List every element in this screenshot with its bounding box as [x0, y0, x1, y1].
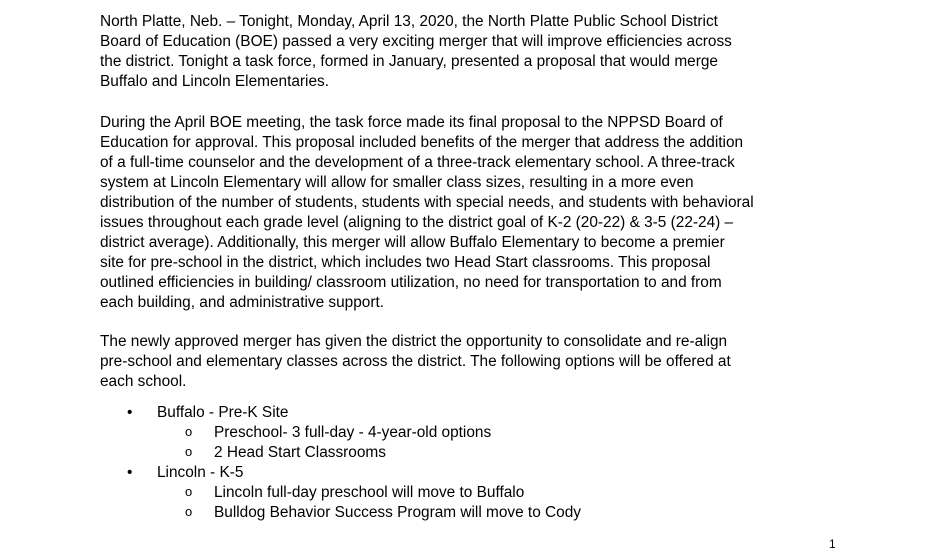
text-line: The newly approved merger has given the district the opportunity to consolidate and re-align — [100, 333, 728, 350]
list-item-label: Buffalo - Pre-K Site — [157, 404, 289, 421]
circle-bullet-icon: o — [185, 504, 193, 519]
sub-list-item-label: 2 Head Start Classrooms — [214, 444, 386, 461]
list-item — [0, 403, 939, 423]
circle-bullet-icon: o — [185, 484, 193, 499]
page-number: 1 — [829, 537, 836, 551]
circle-bullet-icon: o — [185, 444, 193, 459]
text-line: district average). Additionally, this merger will allow Buffalo Elementary to become a premier — [100, 234, 725, 251]
text-line: Board of Education (BOE) passed a very exciting merger that will improve efficiencies across — [100, 33, 732, 50]
text-line: issues throughout each grade level (aligning to the district goal of K-2 (20-22) & 3-5 (22-24) – — [100, 214, 734, 231]
text-line: each building, and administrative support. — [100, 294, 385, 311]
sub-list-item-label: Lincoln full-day preschool will move to Buffalo — [214, 484, 525, 501]
text-line: outlined efficiencies in building/ classroom utilization, no need for transportation to and from — [100, 274, 722, 291]
sub-list-item-label: Bulldog Behavior Success Program will move to Cody — [214, 504, 581, 521]
text-line: North Platte, Neb. – Tonight, Monday, April 13, 2020, the North Platte Public School District — [100, 13, 718, 30]
sub-list-item — [0, 443, 939, 463]
sub-list-item — [0, 423, 939, 443]
school-options-list — [0, 403, 939, 523]
sub-list-item-label: Preschool- 3 full-day - 4-year-old options — [214, 424, 492, 441]
circle-bullet-icon: o — [185, 424, 193, 439]
text-line: During the April BOE meeting, the task force made its final proposal to the NPPSD Board of — [100, 114, 723, 131]
text-line: Buffalo and Lincoln Elementaries. — [100, 73, 330, 90]
text-line: each school. — [100, 373, 187, 390]
text-line: distribution of the number of students, students with special needs, and students with behavioral — [100, 194, 754, 211]
paragraph-intro — [100, 12, 860, 92]
text-line: site for pre-school in the district, which includes two Head Start classrooms. This proposal — [100, 254, 711, 271]
text-line: the district. Tonight a task force, formed in January, presented a proposal that would merge — [100, 53, 718, 70]
text-line: Education for approval. This proposal included benefits of the merger that address the addition — [100, 134, 744, 151]
text-line: pre-school and elementary classes across the district. The following options will be offered at — [100, 353, 731, 370]
list-item — [0, 463, 939, 483]
text-line: system at Lincoln Elementary will allow for smaller class sizes, resulting in a more even — [100, 174, 694, 191]
sub-list-item — [0, 503, 939, 523]
bullet-icon: • — [127, 404, 133, 421]
bullet-icon: • — [127, 464, 133, 481]
sub-list-item — [0, 483, 939, 503]
paragraph-proposal — [100, 113, 860, 313]
list-item-label: Lincoln - K-5 — [157, 464, 244, 481]
text-line: of a full-time counselor and the development of a three-track elementary school. A three-track — [100, 154, 735, 171]
paragraph-merger-options — [100, 332, 860, 392]
